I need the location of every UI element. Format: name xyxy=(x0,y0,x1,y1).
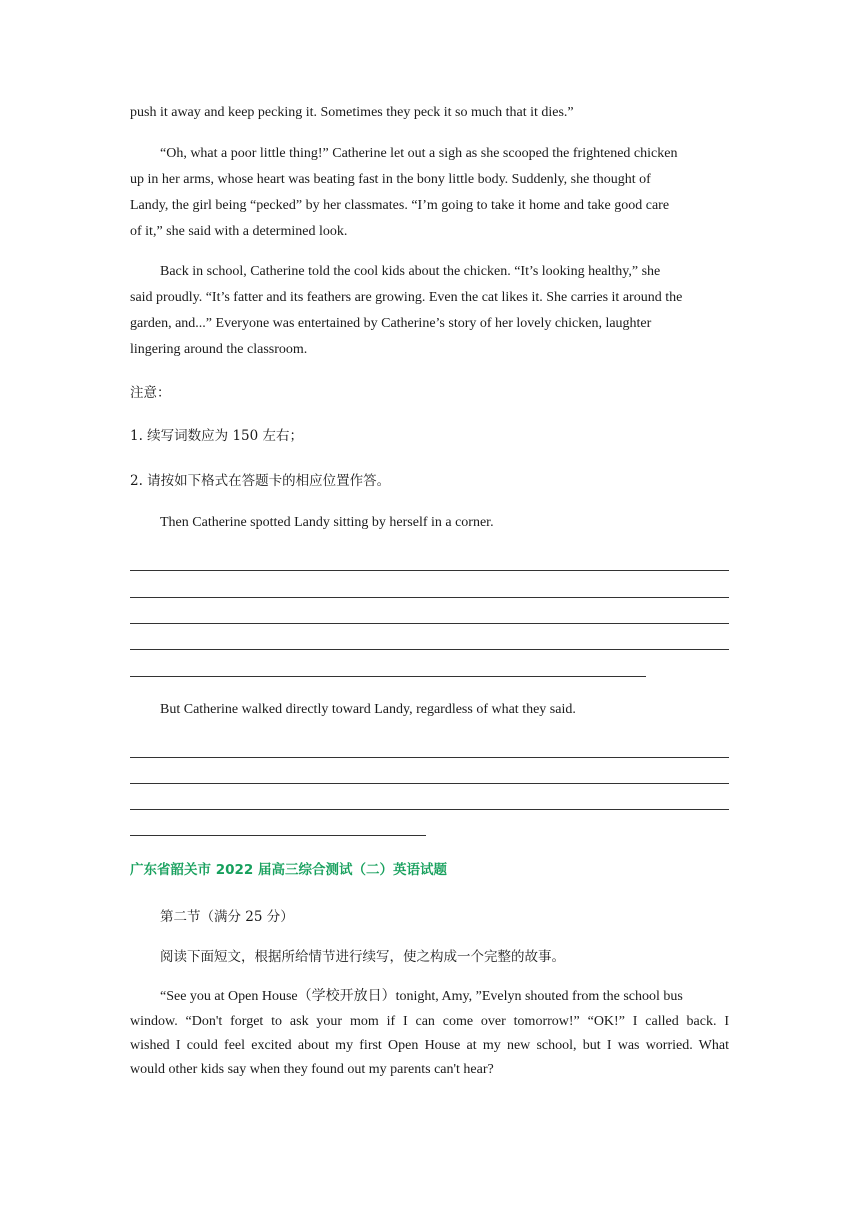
paragraph-line: would other kids say when they found out my parents can't hear? xyxy=(130,1062,494,1077)
answer-line xyxy=(130,757,729,758)
answer-line xyxy=(130,809,729,810)
notes-item-1: 1. 续写词数应为 150 左右； xyxy=(130,428,304,444)
answer-line xyxy=(130,676,646,677)
section-heading: 广东省韶关市 2022 届高三综合测试（二）英语试题 xyxy=(130,862,447,878)
paragraph-line: said proudly. “It’s fatter and its feathers are growing. Even the cat likes it. She carries it around the xyxy=(130,290,683,305)
section-instruction: 阅读下面短文，根据所给情节进行续写，使之构成一个完整的故事。 xyxy=(160,949,565,965)
answer-line xyxy=(130,783,729,784)
notes-title: 注意： xyxy=(130,385,171,401)
paragraph-line: garden, and...” Everyone was entertained by Catherine’s story of her lovely chicken, laughter xyxy=(130,316,652,331)
answer-line xyxy=(130,597,729,598)
answer-line xyxy=(130,649,729,650)
paragraph-line: wished I could feel excited about my first Open House at my new school, but I was worried. What xyxy=(130,1038,729,1053)
paragraph-line: “See you at Open House（学校开放日）tonight, Amy, ”Evelyn shouted from the school bus xyxy=(160,989,683,1004)
paragraph-line: “Oh, what a poor little thing!” Catherine let out a sigh as she scooped the frightened chicken xyxy=(160,146,678,161)
section-part-label: 第二节（满分 25 分） xyxy=(160,909,294,925)
continuation-prompt-2: But Catherine walked directly toward Landy, regardless of what they said. xyxy=(160,702,576,717)
answer-line xyxy=(130,570,729,571)
continuation-prompt-1: Then Catherine spotted Landy sitting by herself in a corner. xyxy=(160,515,494,530)
paragraph-line: push it away and keep pecking it. Sometimes they peck it so much that it dies.” xyxy=(130,105,574,120)
paragraph-line: of it,” she said with a determined look. xyxy=(130,224,348,239)
answer-line xyxy=(130,623,729,624)
paragraph-line: lingering around the classroom. xyxy=(130,342,308,357)
answer-line xyxy=(130,835,426,836)
paragraph-line: Landy, the girl being “pecked” by her classmates. “I’m going to take it home and take good care xyxy=(130,198,670,213)
notes-item-2: 2. 请按如下格式在答题卡的相应位置作答。 xyxy=(130,473,391,489)
paragraph-line: up in her arms, whose heart was beating fast in the bony little body. Suddenly, she thought of xyxy=(130,172,651,187)
paragraph-line: window. “Don't forget to ask your mom if I can come over tomorrow!” “OK!” I called back. I xyxy=(130,1014,729,1029)
paragraph-line: Back in school, Catherine told the cool kids about the chicken. “It’s looking healthy,” she xyxy=(160,264,661,279)
